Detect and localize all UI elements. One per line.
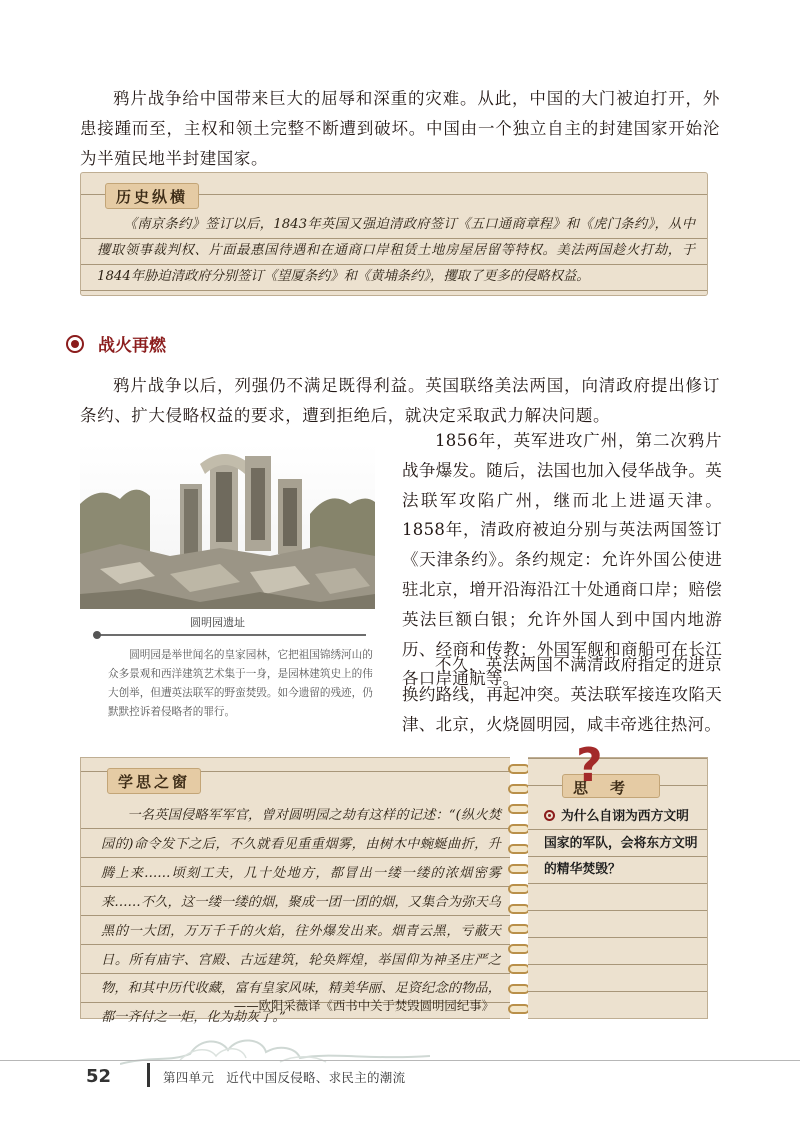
photo-caption: 圆明园遗址 xyxy=(190,616,245,629)
caption-divider xyxy=(96,634,366,636)
tag-char: 横 xyxy=(170,188,189,206)
page-number: 52 xyxy=(86,1066,112,1087)
unit-label: 第四单元 xyxy=(163,1070,215,1085)
footer-separator xyxy=(147,1063,150,1087)
quote-source: ——欧阳采薇译《西书中关于焚毁圆明园纪事》 xyxy=(233,998,494,1013)
tag-char: 史 xyxy=(134,188,153,206)
target-circle-icon xyxy=(66,335,84,353)
cloud-ornament-icon xyxy=(120,1026,430,1068)
tag-char: 之 xyxy=(154,773,173,791)
body-paragraph-4: 不久，英法两国不满清政府指定的进京换约路线，再起冲突。英法联军接连攻陷天津、北京，火烧圆明园，咸丰帝逃往热河。 xyxy=(402,655,722,734)
body-paragraph-2: 鸦片战争以后，列强仍不满足既得利益。英国联络美法两国，向清政府提出修订条约、扩大侵略权益的要求，遭到拒绝后，就决定采取武力解决问题。 xyxy=(80,376,720,425)
think-box xyxy=(528,757,708,1019)
learning-window-quote: 一名英国侵略军军官，曾对圆明园之劫有这样的记述：“(纵火焚园的)命令发下之后，不久就看见重重烟雾，由树木中蜿蜒曲折，升腾上来……顷刻工夫，几十处地方，都冒出一缕一缕的浓烟密雾来……不久，这一缕一缕的烟，聚成一团一团的烟，又集合为弥天乌黑的一大团，万万千千的火焰，往外爆发出来。烟青云黑，亏蔽天日。所有庙宇、宫殿、古远建筑，轮奂辉煌，举国仰为神圣庄严之物，和其中历代收藏，富有皇家风味，精美华丽、足资纪念的物品，都一齐付之一炬，化为劫灰了。” xyxy=(101,808,501,1026)
think-question-text: 为什么自诩为西方文明国家的军队，会将东方文明的精华焚毁？ xyxy=(544,809,698,878)
section-title: 战火再燃 xyxy=(98,336,166,356)
section-heading xyxy=(66,331,166,356)
question-mark-icon: ? xyxy=(576,738,603,792)
running-footer xyxy=(163,1068,405,1086)
photo-description: 圆明园是举世闻名的皇家园林，它把祖国锦绣河山的众多景观和西洋建筑艺术集于一身，是园林建筑史上的伟大创举，但遭英法联军的野蛮焚毁。如今遗留的残迹，仍默默控诉着侵略者的罪行。 xyxy=(108,649,373,718)
bullet-circle-icon xyxy=(544,810,555,821)
history-box-tag xyxy=(105,183,199,209)
learning-window-box xyxy=(80,757,510,1026)
body-paragraph-3: 1856年，英军进攻广州，第二次鸦片战争爆发。随后，法国也加入侵华战争。英法联军攻陷广州，继而北上进逼天津。1858年，清政府被迫分别与英法两国签订《天津条约》。条约规定：允许外国公使进驻北京，增开沿海沿江十处通商口岸；赔偿英法巨额白银；允许外国人到中国内地游历、经商和传教；外国军舰和商船可在长江各口岸通航等。 xyxy=(402,431,722,689)
yuanmingyuan-ruins-photo xyxy=(80,444,375,609)
think-box-tag: 思考 xyxy=(562,774,660,798)
history-sidebar-box xyxy=(80,172,708,296)
tag-char: 历 xyxy=(116,188,135,206)
footer-rule xyxy=(0,1060,800,1061)
spiral-binding xyxy=(508,760,530,1022)
intro-paragraph: 鸦片战争给中国带来巨大的屈辱和深重的灾难。从此，中国的大门被迫打开，外患接踵而至，主权和领土完整不断遭到破坏。中国由一个独立自主的封建国家开始沦为半殖民地半封建国家。 xyxy=(80,89,720,168)
learning-window-tag xyxy=(107,768,201,794)
tag-char: 纵 xyxy=(152,188,171,206)
caption-bullet-icon xyxy=(93,631,101,639)
tag-char: 学 xyxy=(118,773,137,791)
tag-char: 思 xyxy=(136,773,155,791)
history-box-text: 《南京条约》签订以后，1843年英国又强迫清政府签订《五口通商章程》和《虎门条约》，从中攫取领事裁判权、片面最惠国待遇和在通商口岸租赁土地房屋居留等特权。美法两国趁火打劫，于1844年胁迫清政府分别签订《望厦条约》和《黄埔条约》，攫取了更多的侵略权益。 xyxy=(97,217,695,284)
unit-title: 近代中国反侵略、求民主的潮流 xyxy=(226,1070,406,1085)
tag-char: 窗 xyxy=(172,773,191,791)
think-question xyxy=(544,804,700,884)
